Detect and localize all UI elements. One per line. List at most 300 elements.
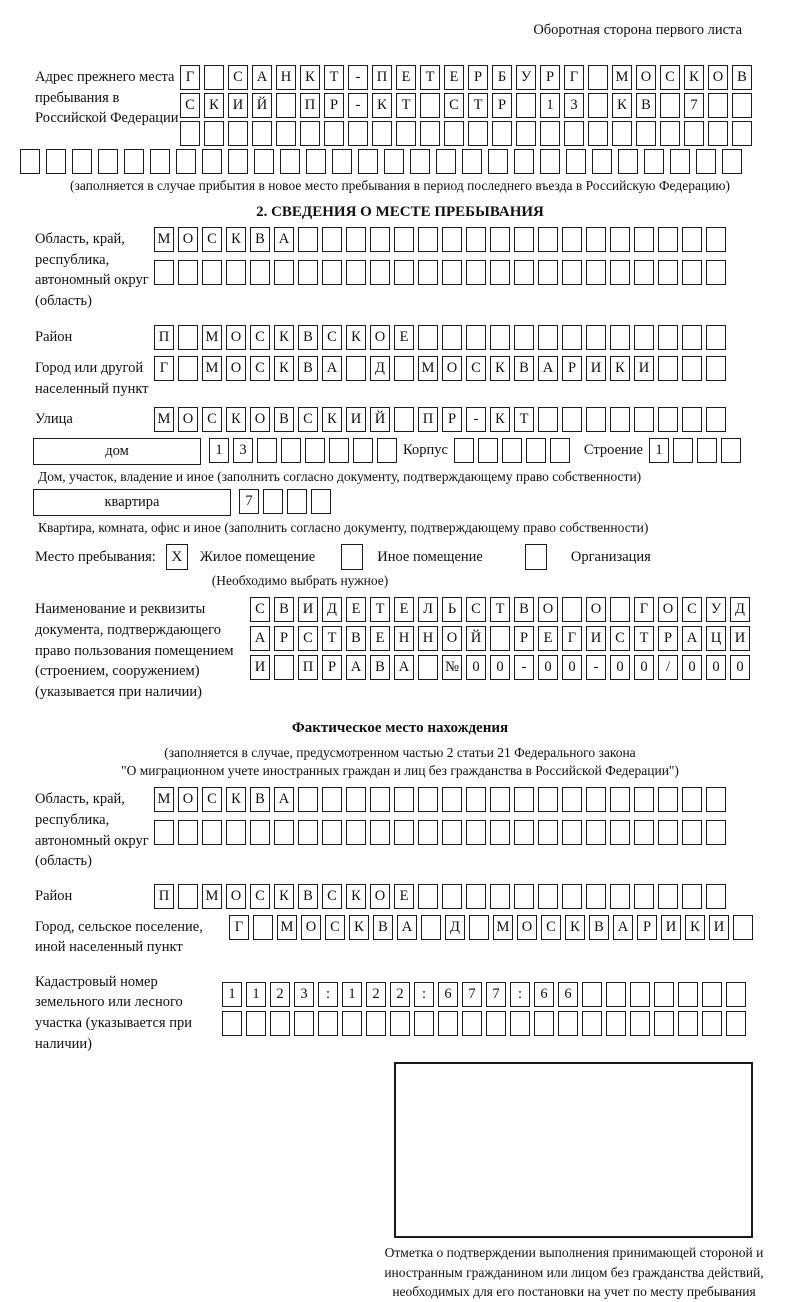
char-cell — [418, 260, 438, 285]
char-cell: С — [466, 356, 486, 381]
char-cell — [610, 325, 630, 350]
char-cell — [658, 820, 678, 845]
char-cell: А — [397, 915, 417, 940]
mesto-note: (Необходимо выбрать нужное) — [211, 573, 389, 589]
char-cell: / — [658, 655, 678, 680]
char-cell — [154, 820, 174, 845]
char-cell: Д — [322, 597, 342, 622]
char-cell: Р — [322, 655, 342, 680]
fact-gorod-block — [35, 915, 800, 958]
char-cell — [318, 1011, 338, 1036]
char-cell: С — [610, 626, 630, 651]
char-cell: С — [322, 325, 342, 350]
char-cell — [733, 915, 753, 940]
char-cell — [274, 260, 294, 285]
char-cell — [658, 356, 678, 381]
char-cell: 2 — [270, 982, 290, 1007]
char-cell — [586, 884, 606, 909]
dom-number-cells[interactable] — [209, 438, 397, 463]
char-cell: С — [660, 65, 680, 90]
char-cell: И — [346, 407, 366, 432]
char-cell: О — [178, 407, 198, 432]
char-cell: С — [228, 65, 248, 90]
char-cell: 0 — [634, 655, 654, 680]
char-cell — [658, 325, 678, 350]
char-cell: И — [298, 597, 318, 622]
char-cell: О — [586, 597, 606, 622]
prev-address-label: Адрес прежнего места пребывания в Российской Федерации — [35, 69, 179, 127]
char-cell — [586, 820, 606, 845]
char-cell — [254, 149, 274, 174]
char-cell: Т — [322, 626, 342, 651]
char-cell: В — [514, 597, 534, 622]
char-cell — [658, 787, 678, 812]
char-cell — [610, 227, 630, 252]
char-cell — [682, 884, 702, 909]
char-cell: Т — [468, 93, 488, 118]
char-cell: 1 — [540, 93, 560, 118]
char-cell: Е — [370, 626, 390, 651]
char-cell: С — [466, 597, 486, 622]
char-cell — [322, 260, 342, 285]
char-cell — [306, 149, 326, 174]
char-cell — [538, 260, 558, 285]
char-cell — [721, 438, 741, 463]
char-cell — [490, 787, 510, 812]
char-cell — [178, 325, 198, 350]
char-cell: О — [442, 356, 462, 381]
char-cell — [562, 227, 582, 252]
char-cell — [678, 1011, 698, 1036]
char-cell — [612, 121, 632, 146]
char-cell: И — [634, 356, 654, 381]
char-cell — [180, 121, 200, 146]
char-cell — [510, 1011, 530, 1036]
char-cell — [377, 438, 397, 463]
char-cell — [287, 489, 307, 514]
char-cell — [228, 121, 248, 146]
char-cell — [682, 407, 702, 432]
fact-caption-2: "О миграционном учете иностранных граждан и лиц без гражданства в Российской Федерации") — [121, 763, 679, 779]
char-cell — [276, 93, 296, 118]
char-cell — [684, 121, 704, 146]
char-cell — [636, 121, 656, 146]
char-cell — [490, 227, 510, 252]
ulitsa-label: Улица — [35, 411, 73, 428]
char-cell — [732, 93, 752, 118]
char-cell — [726, 1011, 746, 1036]
char-cell — [202, 820, 222, 845]
prev-address-block — [35, 65, 800, 146]
char-cell: У — [516, 65, 536, 90]
char-cell: О — [226, 325, 246, 350]
char-cell: С — [298, 626, 318, 651]
document-label: Наименование и реквизиты документа, подтверждающего право пользования помещением (строением, сооружением) (указывается при наличии) — [35, 601, 234, 700]
checkbox-zhiloe[interactable]: X — [166, 544, 188, 570]
char-cell: - — [514, 655, 534, 680]
gorod-label: Город или другой населенный пункт — [35, 360, 149, 397]
char-cell — [550, 438, 570, 463]
char-cell — [332, 149, 352, 174]
kadastr-label: Кадастровый номер земельного или лесного участка (указывается при наличии) — [35, 973, 192, 1052]
char-cell: В — [589, 915, 609, 940]
char-cell — [488, 149, 508, 174]
prev-address-row-3[interactable] — [180, 121, 752, 146]
char-cell: 6 — [558, 982, 578, 1007]
char-cell: К — [349, 915, 369, 940]
char-cell: И — [661, 915, 681, 940]
char-cell — [322, 787, 342, 812]
char-cell: Р — [442, 407, 462, 432]
char-cell — [658, 884, 678, 909]
char-cell — [418, 787, 438, 812]
oblast-row-1[interactable] — [154, 227, 726, 252]
char-cell: 1 — [342, 982, 362, 1007]
char-cell — [276, 121, 296, 146]
oblast-row-2[interactable] — [154, 260, 726, 285]
ulitsa-row[interactable] — [154, 407, 726, 432]
document-row-3[interactable] — [250, 655, 750, 680]
char-cell — [281, 438, 301, 463]
char-cell: А — [613, 915, 633, 940]
char-cell — [462, 149, 482, 174]
char-cell — [226, 260, 246, 285]
char-cell: И — [709, 915, 729, 940]
char-cell — [562, 407, 582, 432]
char-cell — [322, 820, 342, 845]
fact-oblast-row-2[interactable] — [154, 820, 726, 845]
char-cell — [410, 149, 430, 174]
char-cell — [538, 820, 558, 845]
char-cell: М — [202, 884, 222, 909]
kadastr-row-1[interactable] — [222, 982, 746, 1007]
char-cell — [706, 356, 726, 381]
char-cell: 2 — [366, 982, 386, 1007]
char-cell: Р — [514, 626, 534, 651]
char-cell — [466, 820, 486, 845]
prev-address-row-4[interactable] — [20, 149, 800, 174]
char-cell — [490, 260, 510, 285]
char-cell — [418, 820, 438, 845]
char-cell — [538, 407, 558, 432]
char-cell: С — [682, 597, 702, 622]
char-cell: 0 — [682, 655, 702, 680]
char-cell: А — [394, 655, 414, 680]
char-cell — [706, 260, 726, 285]
char-cell — [514, 820, 534, 845]
char-cell — [558, 1011, 578, 1036]
char-cell — [442, 260, 462, 285]
char-cell — [682, 260, 702, 285]
char-cell: 3 — [294, 982, 314, 1007]
char-cell: Й — [370, 407, 390, 432]
char-cell: Е — [394, 325, 414, 350]
char-cell: Д — [445, 915, 465, 940]
char-cell: У — [706, 597, 726, 622]
char-cell — [586, 260, 606, 285]
char-cell — [562, 820, 582, 845]
char-cell: П — [372, 65, 392, 90]
char-cell — [610, 884, 630, 909]
stroenie-cells[interactable] — [649, 438, 741, 463]
char-cell — [564, 121, 584, 146]
char-cell: А — [346, 655, 366, 680]
char-cell — [384, 149, 404, 174]
char-cell — [324, 121, 344, 146]
fact-oblast-block — [35, 787, 800, 871]
char-cell: В — [346, 626, 366, 651]
char-cell: К — [274, 356, 294, 381]
checkbox-org[interactable] — [525, 544, 547, 570]
char-cell — [72, 149, 92, 174]
char-cell — [562, 787, 582, 812]
char-cell: Р — [324, 93, 344, 118]
char-cell — [706, 407, 726, 432]
prev-address-row-1[interactable] — [180, 65, 752, 90]
document-row-1[interactable] — [250, 597, 750, 622]
char-cell — [658, 407, 678, 432]
char-cell: Н — [418, 626, 438, 651]
char-cell — [588, 121, 608, 146]
char-cell: О — [178, 227, 198, 252]
char-cell — [526, 438, 546, 463]
char-cell — [252, 121, 272, 146]
char-cell: В — [298, 325, 318, 350]
char-cell: К — [346, 884, 366, 909]
korpus-cells[interactable] — [454, 438, 570, 463]
oblast-block — [35, 227, 800, 311]
char-cell: К — [204, 93, 224, 118]
char-cell — [250, 260, 270, 285]
char-cell: П — [154, 325, 174, 350]
stamp-box — [394, 1062, 753, 1238]
char-cell: М — [202, 356, 222, 381]
char-cell: № — [442, 655, 462, 680]
prev-address-row-2[interactable] — [180, 93, 752, 118]
char-cell: Ь — [442, 597, 462, 622]
char-cell — [582, 982, 602, 1007]
char-cell — [540, 149, 560, 174]
char-cell: О — [442, 626, 462, 651]
char-cell: С — [202, 407, 222, 432]
char-cell — [222, 1011, 242, 1036]
char-cell — [562, 325, 582, 350]
char-cell — [682, 227, 702, 252]
zhiloe-label: Жилое помещение — [199, 548, 316, 565]
char-cell — [588, 65, 608, 90]
char-cell — [610, 407, 630, 432]
checkbox-inoe[interactable] — [341, 544, 363, 570]
char-cell: М — [493, 915, 513, 940]
section2-title: 2. СВЕДЕНИЯ О МЕСТЕ ПРЕБЫВАНИЯ — [256, 204, 544, 220]
char-cell: С — [250, 884, 270, 909]
document-row-2[interactable] — [250, 626, 750, 651]
char-cell — [394, 820, 414, 845]
char-cell: Р — [562, 356, 582, 381]
char-cell — [562, 884, 582, 909]
char-cell — [644, 149, 664, 174]
char-cell — [706, 884, 726, 909]
char-cell — [660, 93, 680, 118]
raion-label: Район — [35, 329, 73, 346]
inoe-label: Иное помещение — [377, 548, 483, 565]
char-cell — [346, 787, 366, 812]
char-cell: М — [154, 227, 174, 252]
char-cell — [658, 227, 678, 252]
char-cell — [516, 93, 536, 118]
char-cell — [348, 121, 368, 146]
char-cell: О — [250, 407, 270, 432]
char-cell: - — [348, 93, 368, 118]
char-cell — [372, 121, 392, 146]
char-cell — [586, 325, 606, 350]
char-cell — [654, 1011, 674, 1036]
char-cell: Д — [370, 356, 390, 381]
char-cell: О — [178, 787, 198, 812]
char-cell: К — [226, 787, 246, 812]
prev-address-caption: (заполняется в случае прибытия в новое место пребывания в период последнего въезда в Российскую Федерацию) — [69, 178, 731, 193]
char-cell: Ц — [706, 626, 726, 651]
char-cell: 7 — [462, 982, 482, 1007]
char-cell: - — [586, 655, 606, 680]
char-cell — [442, 820, 462, 845]
char-cell — [478, 438, 498, 463]
char-cell — [228, 149, 248, 174]
char-cell: И — [250, 655, 270, 680]
char-cell — [682, 820, 702, 845]
char-cell: Т — [370, 597, 390, 622]
char-cell — [490, 325, 510, 350]
char-cell: К — [565, 915, 585, 940]
mesto-label: Место пребывания: — [35, 548, 156, 565]
fact-oblast-row-1[interactable] — [154, 787, 726, 812]
char-cell: С — [298, 407, 318, 432]
char-cell: Р — [274, 626, 294, 651]
char-cell: 0 — [490, 655, 510, 680]
char-cell — [418, 227, 438, 252]
char-cell — [586, 787, 606, 812]
document-block — [35, 597, 800, 702]
char-cell: Е — [538, 626, 558, 651]
kadastr-row-2[interactable] — [222, 1011, 746, 1036]
char-cell: Р — [492, 93, 512, 118]
char-cell — [588, 93, 608, 118]
char-cell — [654, 982, 674, 1007]
char-cell — [124, 149, 144, 174]
char-cell: 6 — [534, 982, 554, 1007]
char-cell — [346, 227, 366, 252]
char-cell: 3 — [564, 93, 584, 118]
char-cell — [722, 149, 742, 174]
char-cell: О — [226, 884, 246, 909]
char-cell — [202, 149, 222, 174]
char-cell — [670, 149, 690, 174]
fact-gorod-row[interactable] — [229, 915, 753, 940]
char-cell — [658, 260, 678, 285]
char-cell — [562, 597, 582, 622]
char-cell — [358, 149, 378, 174]
char-cell: С — [250, 325, 270, 350]
char-cell: Й — [466, 626, 486, 651]
char-cell: П — [154, 884, 174, 909]
char-cell — [673, 438, 693, 463]
char-cell: К — [322, 407, 342, 432]
char-cell: С — [180, 93, 200, 118]
char-cell — [708, 93, 728, 118]
char-cell — [418, 655, 438, 680]
char-cell: А — [538, 356, 558, 381]
char-cell: Н — [276, 65, 296, 90]
char-cell: С — [541, 915, 561, 940]
char-cell — [490, 626, 510, 651]
dom-label-box: дом — [33, 438, 201, 465]
char-cell — [298, 820, 318, 845]
char-cell — [610, 260, 630, 285]
char-cell — [98, 149, 118, 174]
char-cell — [538, 325, 558, 350]
char-cell — [178, 356, 198, 381]
raion-row[interactable] — [154, 325, 726, 350]
stroenie-label: Строение — [583, 442, 643, 459]
char-cell — [706, 820, 726, 845]
char-cell: М — [612, 65, 632, 90]
header-note: Оборотная сторона первого листа — [533, 22, 742, 38]
char-cell: 1 — [649, 438, 669, 463]
char-cell: В — [274, 407, 294, 432]
fact-raion-row[interactable] — [154, 884, 726, 909]
char-cell: 1 — [246, 982, 266, 1007]
char-cell: К — [372, 93, 392, 118]
org-label: Организация — [570, 548, 651, 565]
kvartira-cells[interactable] — [239, 489, 331, 514]
char-cell — [562, 260, 582, 285]
char-cell: С — [250, 356, 270, 381]
kvartira-caption: Квартира, комната, офис и иное (заполнить согласно документу, подтверждающему право собственности) — [38, 520, 649, 536]
char-cell: : — [414, 982, 434, 1007]
char-cell: В — [514, 356, 534, 381]
char-cell: Т — [634, 626, 654, 651]
stamp-caption: Отметка о подтверждении выполнения принимающей стороной и иностранным гражданином или лицом без гражданства действий, необходимых для его постановки на учет по месту пребывания — [384, 1245, 764, 1300]
char-cell — [366, 1011, 386, 1036]
char-cell — [732, 121, 752, 146]
char-cell — [226, 820, 246, 845]
char-cell: С — [250, 597, 270, 622]
char-cell: Г — [562, 626, 582, 651]
char-cell — [582, 1011, 602, 1036]
fact-caption-1: (заполняется в случае, предусмотренном частью 2 статьи 21 Федерального закона — [164, 745, 636, 761]
char-cell — [630, 982, 650, 1007]
char-cell: 7 — [239, 489, 259, 514]
char-cell — [618, 149, 638, 174]
char-cell — [322, 227, 342, 252]
char-cell — [706, 227, 726, 252]
char-cell: О — [658, 597, 678, 622]
char-cell — [250, 820, 270, 845]
char-cell: А — [250, 626, 270, 651]
gorod-row[interactable] — [154, 356, 726, 381]
char-cell: В — [250, 227, 270, 252]
char-cell: В — [298, 884, 318, 909]
char-cell: Т — [514, 407, 534, 432]
char-cell — [696, 149, 716, 174]
char-cell: Г — [634, 597, 654, 622]
char-cell: Р — [540, 65, 560, 90]
char-cell — [490, 884, 510, 909]
char-cell — [20, 149, 40, 174]
char-cell — [606, 982, 626, 1007]
char-cell — [421, 915, 441, 940]
char-cell: В — [370, 655, 390, 680]
